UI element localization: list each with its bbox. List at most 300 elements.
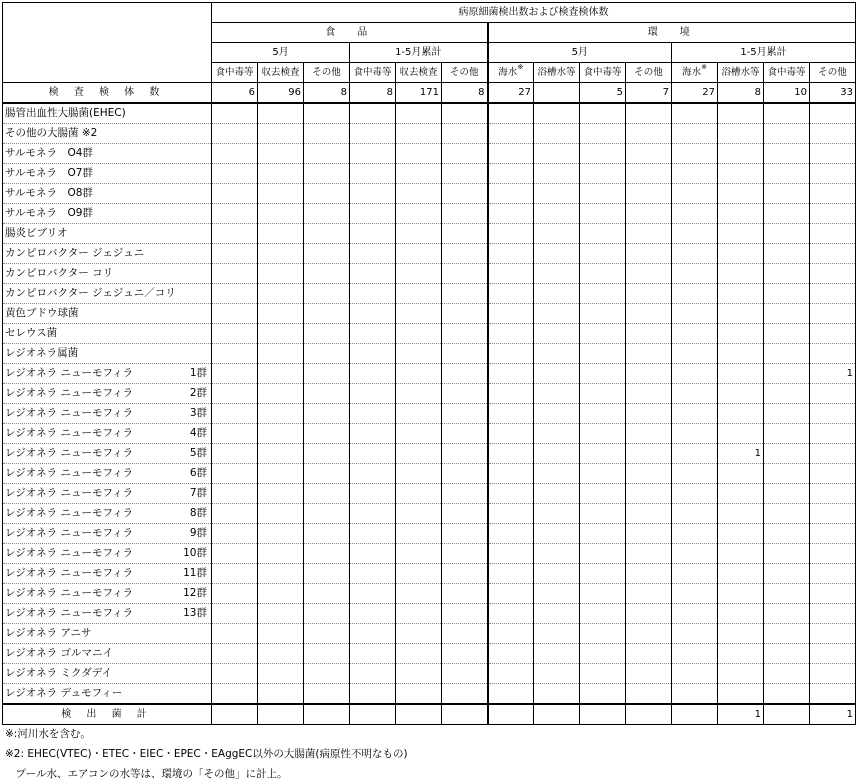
value-cell [534, 644, 580, 664]
value-cell [534, 144, 580, 164]
value-cell [764, 624, 810, 644]
value-cell [718, 364, 764, 384]
value-cell [764, 684, 810, 705]
value-cell [626, 224, 672, 244]
value-cell [672, 584, 718, 604]
value-cell [580, 524, 626, 544]
table-row [3, 244, 856, 264]
value-cell [580, 464, 626, 484]
corner-cell [3, 3, 212, 83]
organism-name: カンピロバクター ジェジュニ [5, 247, 145, 259]
value-cell [304, 624, 350, 644]
value-cell [258, 664, 304, 684]
value-cell [212, 404, 258, 424]
value-cell [350, 244, 396, 264]
value-cell [718, 144, 764, 164]
value-cell [258, 284, 304, 304]
value-cell [442, 404, 488, 424]
value-cell [212, 204, 258, 224]
organism-label [3, 304, 212, 324]
value-cell [258, 264, 304, 284]
value-cell [350, 604, 396, 624]
value-cell [718, 624, 764, 644]
value-cell [672, 564, 718, 584]
value-cell [626, 144, 672, 164]
value-cell [672, 604, 718, 624]
value-cell [764, 244, 810, 264]
env-month-header: 5月 [488, 43, 672, 63]
value-cell [580, 504, 626, 524]
value-cell [580, 364, 626, 384]
value-cell [718, 464, 764, 484]
organism-label [3, 424, 212, 444]
organism-name: セレウス菌 [5, 327, 58, 339]
food-cumulative-col-header-0: 食中毒等 [350, 63, 396, 83]
value-cell [258, 344, 304, 364]
value-cell [534, 444, 580, 464]
value-cell [488, 444, 534, 464]
value-cell [350, 364, 396, 384]
value-cell [764, 444, 810, 464]
value-cell [488, 103, 534, 124]
value-cell [764, 284, 810, 304]
value-cell [810, 444, 856, 464]
value-cell [718, 124, 764, 144]
value-cell [350, 404, 396, 424]
value-cell [350, 144, 396, 164]
table-row [3, 264, 856, 284]
value-cell [258, 384, 304, 404]
value-cell [304, 264, 350, 284]
food-cumulative-col-header-2: その他 [442, 63, 488, 83]
value-cell [350, 304, 396, 324]
value-cell [718, 484, 764, 504]
value-cell [764, 264, 810, 284]
value-cell [810, 124, 856, 144]
value-cell [442, 584, 488, 604]
value-cell [488, 664, 534, 684]
value-cell [626, 324, 672, 344]
value-cell [488, 224, 534, 244]
value-cell [626, 444, 672, 464]
table-row [3, 164, 856, 184]
organism-label [3, 584, 212, 604]
organism-name: カンピロバクター コリ [5, 267, 114, 279]
value-cell [810, 484, 856, 504]
organism-name: レジオネラ ニューモフィラ [5, 447, 134, 459]
value-cell [396, 224, 442, 244]
organism-name: サルモネラ O4群 [5, 147, 93, 159]
value-cell [626, 364, 672, 384]
value-cell [626, 544, 672, 564]
value-cell [718, 564, 764, 584]
value-cell [764, 604, 810, 624]
organism-name: その他の大腸菌 ※2 [5, 127, 98, 139]
table-row [3, 124, 856, 144]
organism-label [3, 484, 212, 504]
value-cell [810, 164, 856, 184]
value-cell [396, 704, 442, 725]
value-cell [534, 524, 580, 544]
value-cell [534, 704, 580, 725]
organism-label [3, 284, 212, 304]
value-cell [442, 604, 488, 624]
value-cell [488, 564, 534, 584]
value-cell [258, 644, 304, 664]
value-cell [304, 444, 350, 464]
value-cell [488, 524, 534, 544]
value-cell [534, 624, 580, 644]
organism-name: サルモネラ O7群 [5, 167, 93, 179]
value-cell [488, 404, 534, 424]
value-cell [396, 424, 442, 444]
value-cell [488, 464, 534, 484]
value-cell [580, 344, 626, 364]
value-cell [534, 83, 580, 104]
value-cell [534, 103, 580, 124]
table-row [3, 103, 856, 124]
value-cell [212, 244, 258, 264]
organism-name: カンピロバクター ジェジュニ／コリ [5, 287, 176, 299]
table-row [3, 344, 856, 364]
value-cell [258, 224, 304, 244]
organism-label [3, 604, 212, 624]
value-cell [396, 124, 442, 144]
value-cell [442, 364, 488, 384]
value-cell [580, 624, 626, 644]
value-cell [764, 524, 810, 544]
table-row [3, 144, 856, 164]
value-cell [488, 204, 534, 224]
value-cell [534, 304, 580, 324]
value-cell [212, 544, 258, 564]
value-cell [764, 664, 810, 684]
value-cell [488, 504, 534, 524]
value-cell [626, 124, 672, 144]
value-cell [718, 103, 764, 124]
value-cell [350, 464, 396, 484]
value-cell [442, 684, 488, 705]
serogroup-label: 6群 [189, 467, 207, 479]
value-cell [626, 404, 672, 424]
value-cell [718, 244, 764, 264]
value-cell [350, 184, 396, 204]
value-cell [488, 624, 534, 644]
table-row [3, 384, 856, 404]
value-cell [350, 204, 396, 224]
value-cell [580, 584, 626, 604]
value-cell [626, 164, 672, 184]
value-cell [718, 224, 764, 244]
value-cell: 8 [718, 83, 764, 104]
value-cell [304, 564, 350, 584]
value-cell: 8 [350, 83, 396, 104]
table-main-title: 病原細菌検出数および検査検体数 [212, 3, 856, 23]
food-cumulative-header: 1-5月累計 [350, 43, 488, 63]
value-cell [580, 184, 626, 204]
organism-label [3, 564, 212, 584]
value-cell [350, 344, 396, 364]
value-cell [350, 504, 396, 524]
value-cell [580, 664, 626, 684]
value-cell [350, 284, 396, 304]
organism-name: レジオネラ ニューモフィラ [5, 607, 134, 619]
value-cell [304, 284, 350, 304]
value-cell [212, 144, 258, 164]
value-cell [258, 704, 304, 725]
sample-count-row [3, 83, 856, 104]
organism-label [3, 264, 212, 284]
organism-name: 腸管出血性大腸菌(EHEC) [5, 107, 126, 119]
value-cell [442, 264, 488, 284]
env-month-col-header-3: その他 [626, 63, 672, 83]
value-cell [304, 124, 350, 144]
value-cell [488, 344, 534, 364]
value-cell [350, 484, 396, 504]
value-cell: 27 [488, 83, 534, 104]
value-cell [258, 184, 304, 204]
value-cell [534, 504, 580, 524]
value-cell [810, 584, 856, 604]
food-month-header: 5月 [212, 43, 350, 63]
value-cell [534, 544, 580, 564]
value-cell [350, 544, 396, 564]
value-cell [626, 264, 672, 284]
value-cell [350, 264, 396, 284]
value-cell [534, 224, 580, 244]
value-cell [672, 264, 718, 284]
env-cumulative-col-header-0: 海水※ [672, 63, 718, 83]
value-cell [534, 664, 580, 684]
value-cell [672, 304, 718, 324]
table-row [3, 424, 856, 444]
value-cell [764, 404, 810, 424]
value-cell [350, 103, 396, 124]
value-cell [626, 424, 672, 444]
sea-water-note-mark: ※ [517, 63, 524, 71]
value-cell [212, 564, 258, 584]
value-cell [764, 464, 810, 484]
footnote-1: ※:河川水を含む。 [5, 728, 91, 740]
footnotes [5, 724, 408, 784]
value-cell [350, 704, 396, 725]
footnote-2: ※2: EHEC(VTEC)・ETEC・EIEC・EPEC・EAggEC以外の大腸菌(病原性不明なもの) [5, 748, 408, 760]
value-cell [396, 284, 442, 304]
value-cell [396, 544, 442, 564]
organism-name: レジオネラ ニューモフィラ [5, 407, 134, 419]
value-cell [626, 644, 672, 664]
value-cell [396, 564, 442, 584]
value-cell [258, 324, 304, 344]
env-month-col-header-2: 食中毒等 [580, 63, 626, 83]
value-cell [442, 484, 488, 504]
value-cell [304, 204, 350, 224]
organism-label [3, 244, 212, 264]
organism-label [3, 124, 212, 144]
value-cell [626, 604, 672, 624]
value-cell [718, 424, 764, 444]
value-cell [534, 464, 580, 484]
value-cell [442, 564, 488, 584]
value-cell [304, 164, 350, 184]
table-row [3, 204, 856, 224]
value-cell [442, 664, 488, 684]
table-row [3, 524, 856, 544]
value-cell [672, 464, 718, 484]
value-cell [534, 264, 580, 284]
value-cell [258, 464, 304, 484]
value-cell [258, 144, 304, 164]
value-cell [396, 324, 442, 344]
value-cell [764, 384, 810, 404]
value-cell [718, 404, 764, 424]
value-cell [304, 684, 350, 705]
value-cell [304, 584, 350, 604]
value-cell [488, 604, 534, 624]
value-cell [810, 204, 856, 224]
value-cell [212, 264, 258, 284]
value-cell [212, 584, 258, 604]
value-cell [580, 444, 626, 464]
value-cell [396, 684, 442, 705]
value-cell [534, 364, 580, 384]
value-cell [764, 544, 810, 564]
value-cell [258, 684, 304, 705]
table-row [3, 364, 856, 384]
value-cell [580, 244, 626, 264]
organism-name: レジオネラ ニューモフィラ [5, 507, 134, 519]
value-cell [718, 384, 764, 404]
value-cell [810, 284, 856, 304]
value-cell [810, 624, 856, 644]
organism-name: レジオネラ ニューモフィラ [5, 387, 134, 399]
value-cell [304, 544, 350, 564]
value-cell [764, 704, 810, 725]
value-cell [764, 644, 810, 664]
table-row [3, 624, 856, 644]
value-cell [534, 684, 580, 705]
value-cell [396, 264, 442, 284]
value-cell [580, 284, 626, 304]
value-cell [212, 644, 258, 664]
value-cell: 8 [442, 83, 488, 104]
value-cell [212, 504, 258, 524]
organism-name: レジオネラ属菌 [5, 347, 79, 359]
value-cell [580, 644, 626, 664]
value-cell [350, 624, 396, 644]
value-cell [718, 504, 764, 524]
value-cell [534, 344, 580, 364]
value-cell [304, 464, 350, 484]
value-cell [672, 404, 718, 424]
value-cell [488, 544, 534, 564]
organism-label [3, 164, 212, 184]
serogroup-label: 2群 [189, 387, 207, 399]
value-cell [396, 304, 442, 324]
value-cell [810, 144, 856, 164]
value-cell [764, 584, 810, 604]
value-cell: 96 [258, 83, 304, 104]
value-cell [442, 284, 488, 304]
value-cell: 10 [764, 83, 810, 104]
value-cell [488, 364, 534, 384]
value-cell: 8 [304, 83, 350, 104]
value-cell [672, 384, 718, 404]
value-cell [488, 304, 534, 324]
value-cell [304, 404, 350, 424]
value-cell [304, 244, 350, 264]
value-cell [396, 584, 442, 604]
value-cell [580, 204, 626, 224]
value-cell [580, 404, 626, 424]
value-cell [718, 164, 764, 184]
value-cell [396, 624, 442, 644]
value-cell [212, 103, 258, 124]
value-cell [534, 204, 580, 224]
env-month-col-header-0: 海水※ [488, 63, 534, 83]
value-cell [350, 424, 396, 444]
value-cell [488, 644, 534, 664]
value-cell [580, 304, 626, 324]
value-cell [212, 384, 258, 404]
food-month-col-header-2: その他 [304, 63, 350, 83]
value-cell [304, 524, 350, 544]
organism-label [3, 184, 212, 204]
organism-name: レジオネラ ニューモフィラ [5, 467, 134, 479]
value-cell [534, 124, 580, 144]
value-cell: 171 [396, 83, 442, 104]
value-cell [580, 564, 626, 584]
value-cell [718, 304, 764, 324]
value-cell [810, 604, 856, 624]
sea-water-note-mark: ※ [701, 63, 707, 71]
value-cell [534, 184, 580, 204]
value-cell [350, 224, 396, 244]
value-cell [258, 504, 304, 524]
table-row [3, 564, 856, 584]
value-cell [396, 664, 442, 684]
food-cumulative-col-header-1: 収去検査 [396, 63, 442, 83]
value-cell [764, 364, 810, 384]
value-cell [718, 344, 764, 364]
table-row [3, 604, 856, 624]
value-cell [212, 424, 258, 444]
value-cell [350, 684, 396, 705]
value-cell [212, 364, 258, 384]
serogroup-label: 8群 [189, 507, 207, 519]
value-cell [810, 184, 856, 204]
value-cell [626, 103, 672, 124]
serogroup-label: 13群 [183, 607, 207, 619]
value-cell [258, 103, 304, 124]
value-cell [304, 224, 350, 244]
value-cell [764, 304, 810, 324]
value-cell [304, 184, 350, 204]
value-cell [672, 624, 718, 644]
value-cell [212, 444, 258, 464]
value-cell [672, 204, 718, 224]
value-cell [580, 144, 626, 164]
value-cell: 1 [810, 364, 856, 384]
organism-label [3, 504, 212, 524]
value-cell [580, 324, 626, 344]
value-cell [304, 664, 350, 684]
value-cell [580, 264, 626, 284]
value-cell [810, 644, 856, 664]
organism-name: レジオネラ ゴルマニイ [5, 647, 113, 659]
value-cell [672, 704, 718, 725]
value-cell [442, 144, 488, 164]
